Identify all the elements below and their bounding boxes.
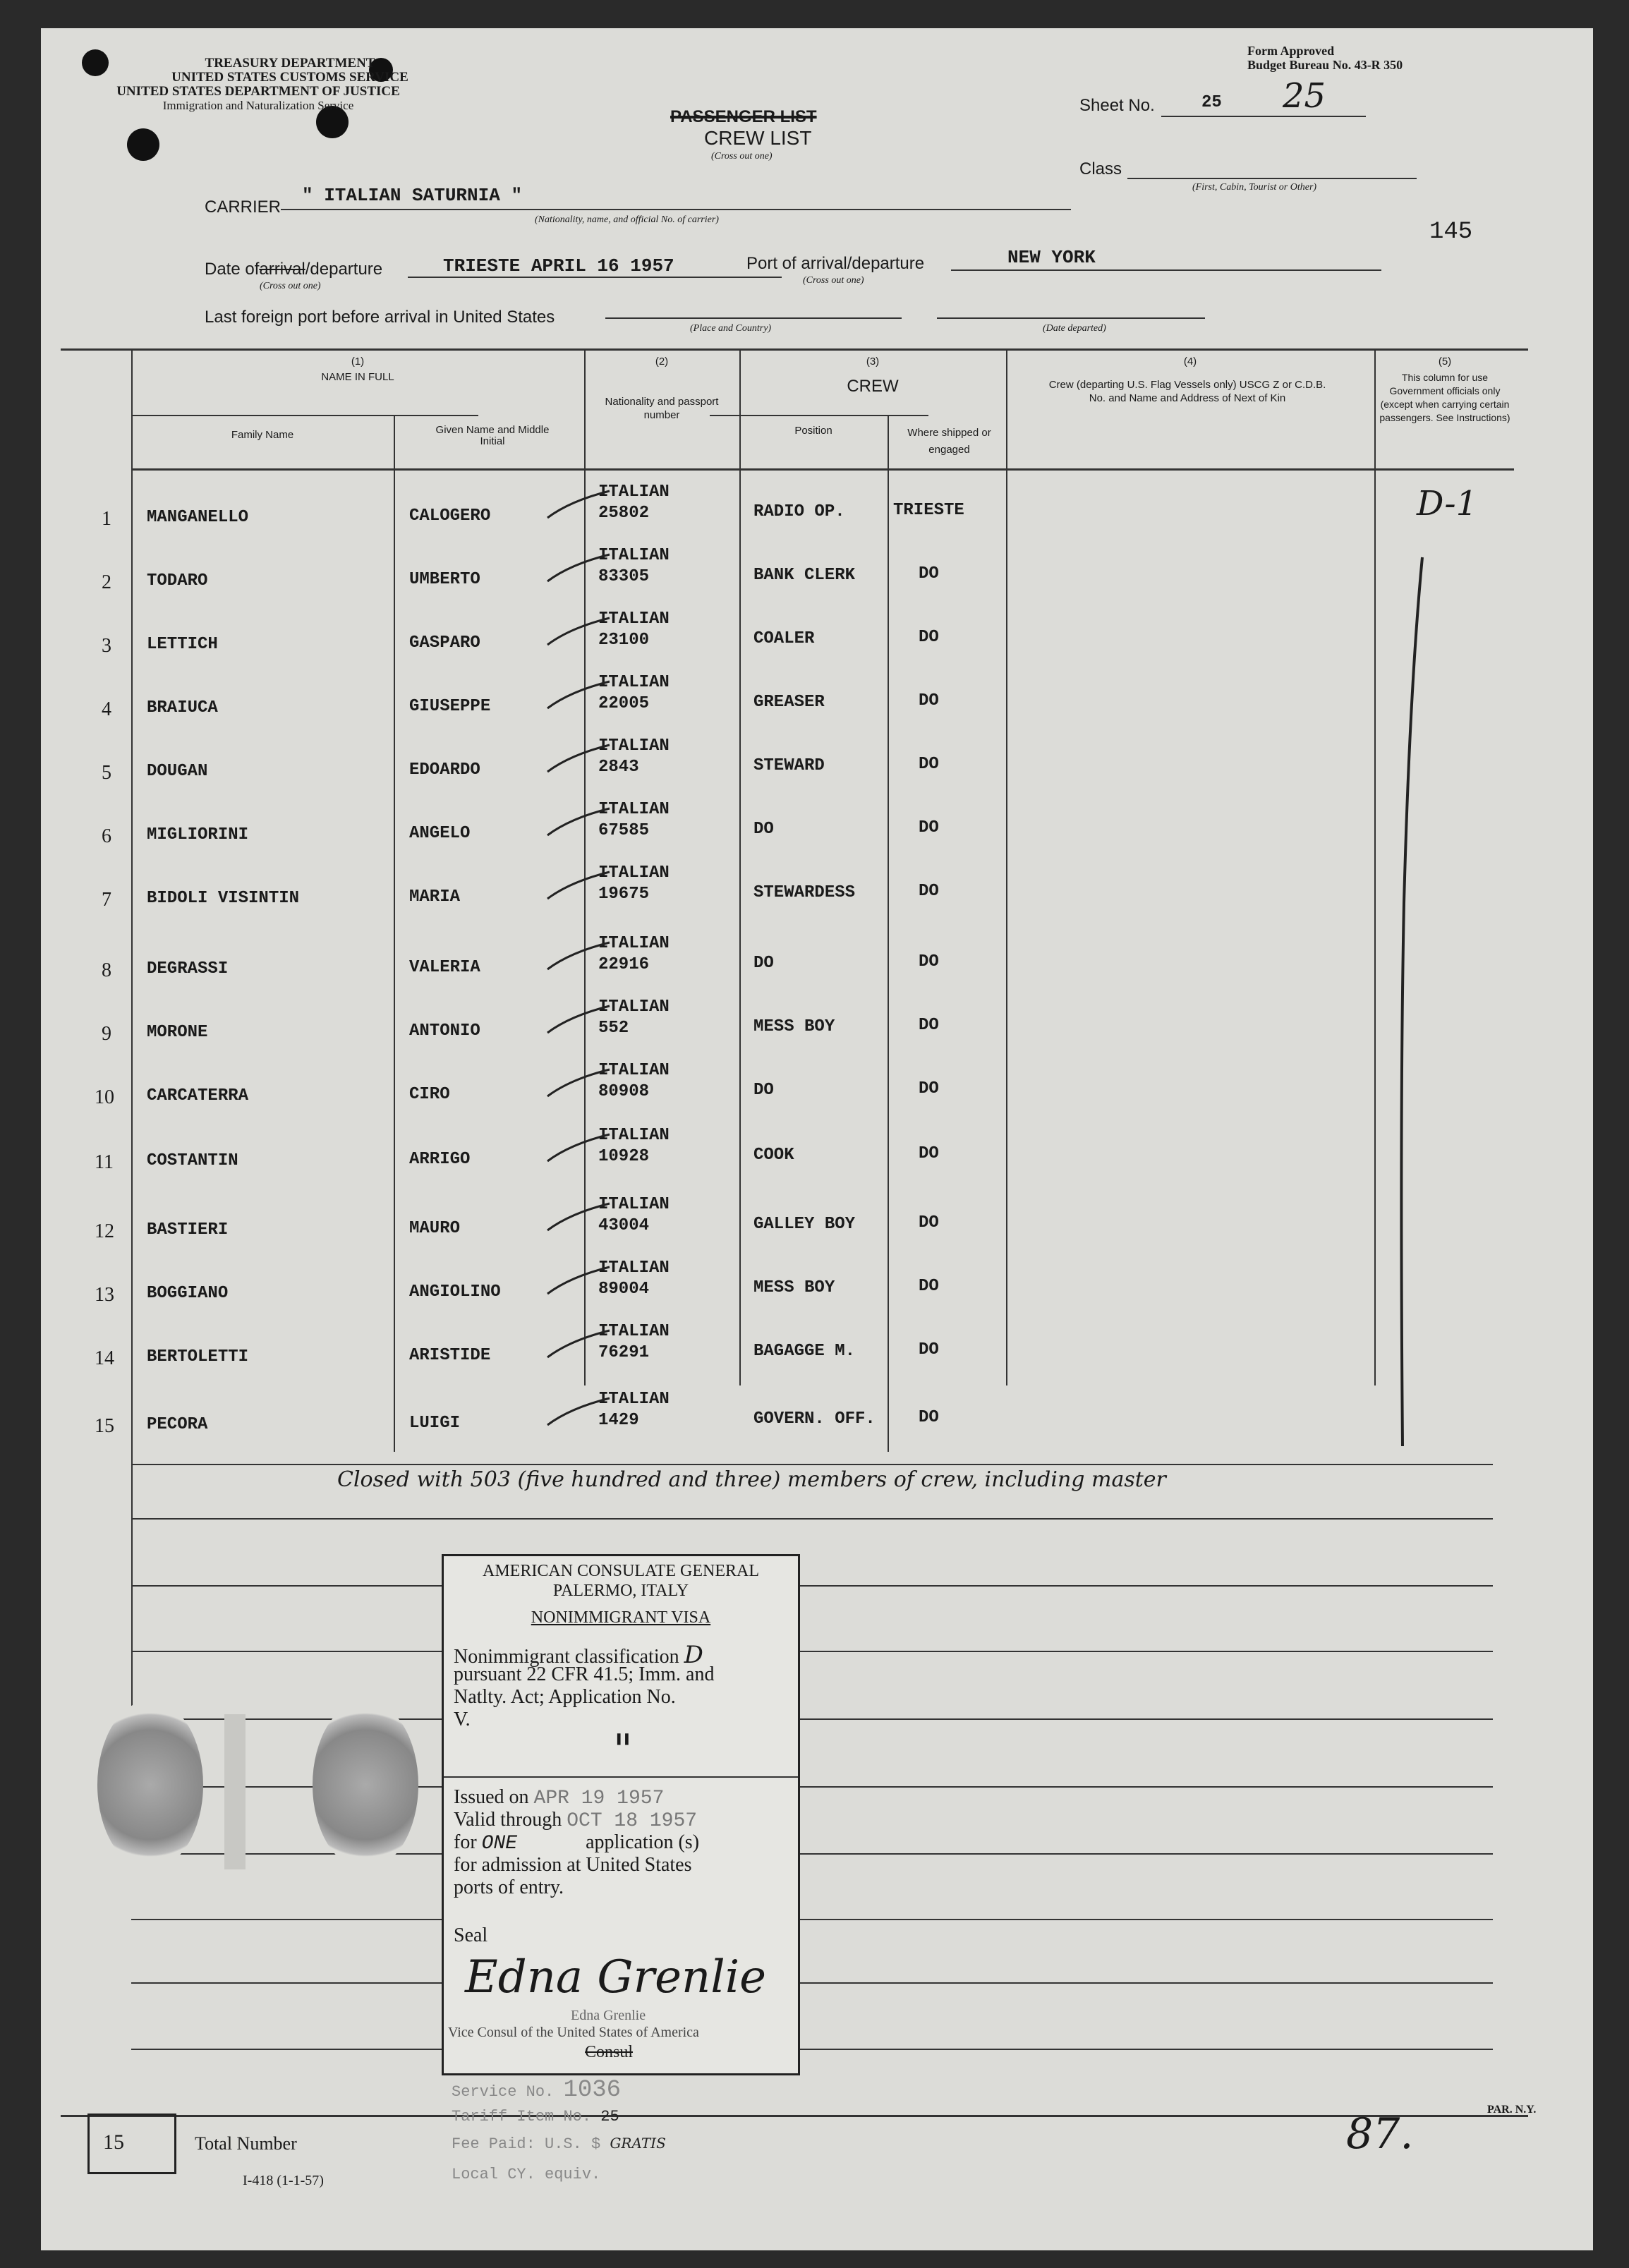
sheet-value: 25 — [1201, 93, 1222, 112]
family-name: MIGLIORINI — [147, 825, 249, 844]
family-name: DOUGAN — [147, 762, 208, 781]
position: RADIO OP. — [753, 502, 845, 521]
col4-title: Crew (departing U.S. Flag Vessels only) USCG Z or C.D.B. No. and Name and Address of Next of Kin — [1048, 379, 1326, 404]
fee-paid: Fee Paid: U.S. $ GRATIS — [452, 2135, 666, 2153]
given-name: ARISTIDE — [409, 1346, 491, 1365]
where-shipped: DO — [919, 818, 939, 837]
total-box — [87, 2114, 176, 2174]
col2-number: (2) — [655, 356, 669, 368]
position: COOK — [753, 1146, 794, 1165]
family-name: BASTIERI — [147, 1220, 229, 1239]
family-name: MORONE — [147, 1023, 208, 1042]
check-stroke — [542, 550, 612, 586]
passport-number: 25802 — [598, 504, 650, 523]
given-name: GASPARO — [409, 633, 480, 653]
passport-number: 1429 — [598, 1411, 639, 1430]
col3-number: (3) — [866, 356, 880, 368]
document-sheet — [41, 28, 1593, 2250]
row-number: 15 — [95, 1415, 114, 1437]
row-number: 5 — [102, 762, 111, 784]
family-name: DEGRASSI — [147, 959, 229, 978]
row-number: 10 — [95, 1086, 114, 1108]
passport-number: 43004 — [598, 1216, 650, 1235]
visa-class: D — [684, 1641, 703, 1669]
check-stroke — [542, 1130, 612, 1165]
page-reference: 145 — [1429, 219, 1473, 245]
row-number: 3 — [102, 635, 111, 657]
check-stroke — [542, 677, 612, 712]
passport-number: 10928 — [598, 1147, 650, 1166]
form-approved: Form Approved Budget Bureau No. 43-R 350 — [1247, 44, 1403, 72]
seal-strip — [224, 1714, 246, 1869]
given-name: UMBERTO — [409, 570, 480, 589]
position: GALLEY BOY — [753, 1215, 856, 1234]
check-stroke — [542, 614, 612, 649]
embossed-seal — [313, 1700, 418, 1869]
col5-vertical-stroke — [1381, 550, 1438, 1460]
col4-number: (4) — [1183, 356, 1197, 368]
passport-number: 76291 — [598, 1343, 650, 1362]
tariff-item: Tariff Item No. 25 — [452, 2108, 619, 2126]
for-count: ONE — [481, 1833, 518, 1855]
crossed-title: PASSENGER LIST — [670, 107, 817, 126]
position: DO — [753, 820, 774, 839]
family-name: COSTANTIN — [147, 1151, 238, 1170]
sheet-label: Sheet No. — [1079, 96, 1155, 115]
where-shipped: DO — [919, 1277, 939, 1296]
family-name: BERTOLETTI — [147, 1347, 249, 1366]
where-shipped: DO — [919, 952, 939, 971]
where-shipped: DO — [919, 1079, 939, 1098]
row-number: 1 — [102, 508, 111, 530]
passport-number: 23100 — [598, 631, 650, 650]
port-value: NEW YORK — [1007, 247, 1096, 268]
given-name: ARRIGO — [409, 1150, 471, 1169]
family-name-header: Family Name — [231, 429, 294, 441]
where-shipped: DO — [919, 564, 939, 583]
given-name: ANTONIO — [409, 1021, 480, 1041]
nationality: ITALIAN — [598, 1195, 670, 1214]
passport-number: 83305 — [598, 567, 650, 586]
passport-number: 80908 — [598, 1082, 650, 1101]
position-header: Position — [794, 425, 832, 437]
col3-title: CREW — [847, 377, 899, 396]
where-shipped: TRIESTE — [893, 501, 964, 520]
consul-signature: Edna Grenlie — [465, 1951, 767, 2003]
family-name: BIDOLI VISINTIN — [147, 889, 300, 908]
carrier-value: " ITALIAN SATURNIA " — [302, 185, 523, 206]
position: BAGAGGE M. — [753, 1342, 856, 1361]
check-stroke — [542, 741, 612, 776]
page-mark: 87. — [1346, 2109, 1414, 2159]
position: STEWARD — [753, 756, 825, 775]
form-id: I-418 (1-1-57) — [243, 2173, 324, 2188]
row-number: 7 — [102, 889, 111, 911]
sheet-handwritten: 25 — [1283, 76, 1326, 116]
row-number: 11 — [95, 1151, 114, 1173]
check-stroke — [542, 804, 612, 839]
printer-mark: PAR. N.Y. — [1487, 2104, 1537, 2116]
where-shipped: DO — [919, 882, 939, 901]
check-stroke — [542, 938, 612, 974]
passport-number: 22005 — [598, 694, 650, 713]
where-shipped: DO — [919, 1016, 939, 1035]
row-number: 12 — [95, 1220, 114, 1242]
nationality: ITALIAN — [598, 546, 670, 565]
col5-mark: D-1 — [1417, 484, 1478, 523]
class-label: Class — [1079, 159, 1122, 178]
where-shipped: DO — [919, 691, 939, 710]
col5-number: (5) — [1438, 356, 1452, 368]
family-name: BRAIUCA — [147, 698, 218, 717]
row-number: 9 — [102, 1023, 111, 1045]
given-name: CALOGERO — [409, 507, 491, 526]
check-stroke — [542, 868, 612, 903]
date-label: Date ofarrival/departure — [205, 260, 383, 279]
department-header: TREASURY DEPARTMENT UNITED STATES CUSTOMS SERVICE UNITED STATES DEPARTMENT OF JUSTICE Immigration and Naturalization Service — [116, 56, 408, 112]
nationality: ITALIAN — [598, 1390, 670, 1409]
class-note: (First, Cabin, Tourist or Other) — [1192, 182, 1317, 193]
nationality: ITALIAN — [598, 934, 670, 953]
punch-hole — [127, 128, 159, 161]
where-shipped: DO — [919, 755, 939, 774]
nationality: ITALIAN — [598, 1061, 670, 1080]
family-name: MANGANELLO — [147, 508, 249, 527]
where-shipped: DO — [919, 1213, 939, 1232]
family-name: PECORA — [147, 1415, 208, 1434]
service-no: Service No. 1036 — [452, 2077, 622, 2104]
passport-number: 2843 — [598, 758, 639, 777]
form-title: CREW LIST — [704, 127, 812, 149]
family-name: CARCATERRA — [147, 1086, 249, 1105]
date-cross-note: (Cross out one) — [260, 281, 321, 291]
position: GOVERN. OFF. — [753, 1409, 876, 1429]
row-number: 14 — [95, 1347, 114, 1369]
local-equiv: Local CY. equiv. — [452, 2166, 601, 2183]
closing-note: Closed with 503 (five hundred and three) members of crew, including master — [337, 1467, 1166, 1492]
nationality: ITALIAN — [598, 1322, 670, 1341]
embossed-seal — [97, 1700, 203, 1869]
col1-title: NAME IN FULL — [321, 371, 394, 383]
where-shipped: DO — [919, 1144, 939, 1163]
col1-number: (1) — [351, 356, 365, 368]
family-name: TODARO — [147, 571, 208, 590]
passport-number: 89004 — [598, 1280, 650, 1299]
place-note: (Place and Country) — [690, 323, 772, 334]
given-name: ANGELO — [409, 824, 471, 843]
given-name: ANGIOLINO — [409, 1282, 501, 1302]
given-name: LUIGI — [409, 1414, 461, 1433]
check-stroke — [542, 1065, 612, 1100]
where-shipped: DO — [919, 628, 939, 647]
nationality: ITALIAN — [598, 610, 670, 629]
position: MESS BOY — [753, 1278, 835, 1297]
row-number: 8 — [102, 959, 111, 981]
date-departed-note: (Date departed) — [1043, 323, 1106, 334]
family-name: BOGGIANO — [147, 1284, 229, 1303]
given-name: MAURO — [409, 1219, 461, 1238]
col2-title: Nationality and passport number — [605, 396, 719, 421]
position: GREASER — [753, 693, 825, 712]
check-stroke — [542, 1263, 612, 1298]
given-name: GIUSEPPE — [409, 697, 491, 716]
total-value: 15 — [103, 2130, 124, 2154]
nationality: ITALIAN — [598, 483, 670, 502]
check-stroke — [542, 1394, 612, 1429]
given-name: EDOARDO — [409, 760, 480, 780]
check-stroke — [542, 487, 612, 522]
position: COALER — [753, 629, 815, 648]
position: DO — [753, 954, 774, 973]
col5-title: This column for use Government officials only (except when carrying certain passengers. See Instructions) — [1379, 372, 1510, 423]
row-number: 2 — [102, 571, 111, 593]
where-shipped: DO — [919, 1408, 939, 1427]
family-name: LETTICH — [147, 635, 218, 654]
given-name: CIRO — [409, 1085, 450, 1104]
given-name-header: Given Name and Middle Initial — [435, 424, 550, 447]
check-stroke — [542, 1199, 612, 1235]
where-shipped-header: Where shipped or engaged — [907, 427, 991, 456]
position: DO — [753, 1081, 774, 1100]
check-stroke — [542, 1002, 612, 1037]
visa-stamp: AMERICAN CONSULATE GENERAL PALERMO, ITALY NONIMMIGRANT VISA Nonimmigrant classification D pursuant 22 CFR 41.5; Imm. and Natlty. Act; Application No. V. " Issued on APR 19 1957 Valid through OCT 18 1957 for ONE application (s) for admission at United States ports of entry. Seal Edna Grenlie Edna Grenlie Vice Consul of the United States of America Consul — [442, 1554, 800, 2075]
nationality: ITALIAN — [598, 1259, 670, 1278]
carrier-label: CARRIER — [205, 198, 281, 217]
row-number: 13 — [95, 1284, 114, 1306]
position: BANK CLERK — [753, 566, 856, 585]
last-port-label: Last foreign port before arrival in United States — [205, 308, 555, 327]
row-number: 4 — [102, 698, 111, 720]
nationality: ITALIAN — [598, 800, 670, 819]
date-value: TRIESTE APRIL 16 1957 — [443, 255, 674, 277]
position: MESS BOY — [753, 1017, 835, 1036]
total-label: Total Number — [195, 2133, 297, 2154]
issued-date: APR 19 1957 — [533, 1788, 665, 1809]
passport-number: 552 — [598, 1019, 629, 1038]
cross-out-note: (Cross out one) — [711, 151, 773, 162]
row-number: 6 — [102, 825, 111, 847]
nationality: ITALIAN — [598, 863, 670, 883]
nationality: ITALIAN — [598, 736, 670, 756]
valid-date: OCT 18 1957 — [567, 1810, 698, 1832]
nationality: ITALIAN — [598, 673, 670, 692]
check-stroke — [542, 1326, 612, 1362]
passport-number: 67585 — [598, 821, 650, 840]
nationality: ITALIAN — [598, 997, 670, 1017]
given-name: MARIA — [409, 887, 461, 906]
position: STEWARDESS — [753, 883, 856, 902]
port-label: Port of arrival/departure — [746, 254, 925, 273]
passport-number: 22916 — [598, 955, 650, 974]
carrier-note: (Nationality, name, and official No. of carrier) — [535, 214, 719, 225]
passport-number: 19675 — [598, 885, 650, 904]
where-shipped: DO — [919, 1340, 939, 1359]
nationality: ITALIAN — [598, 1126, 670, 1145]
given-name: VALERIA — [409, 958, 480, 977]
port-cross-note: (Cross out one) — [803, 275, 864, 286]
